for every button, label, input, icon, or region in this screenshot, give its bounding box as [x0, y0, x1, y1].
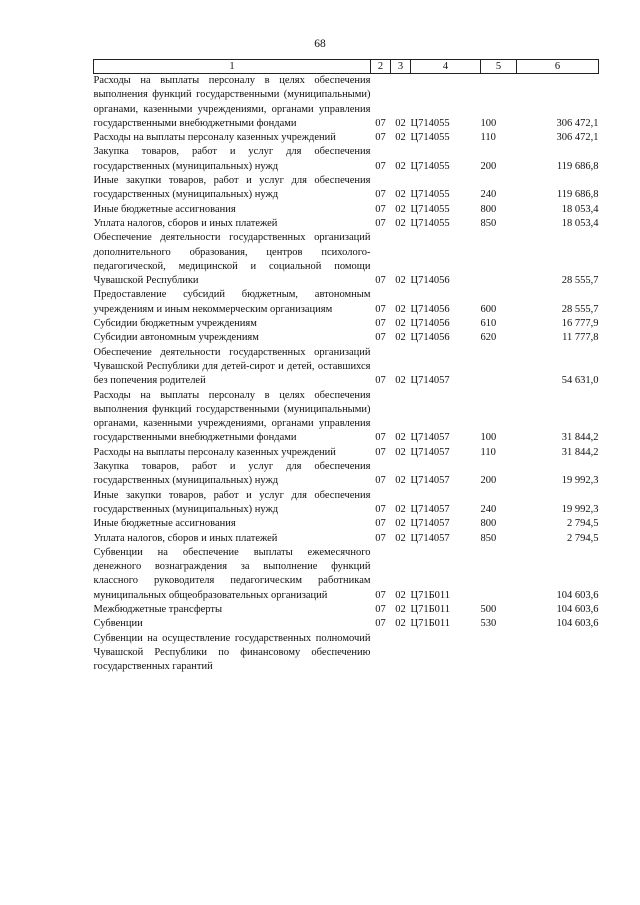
subsection-code-cell: 02: [395, 203, 406, 215]
amount-cell: 31 844,2: [561, 446, 599, 458]
table-row: [94, 460, 599, 489]
description-cell: Расходы на выплаты персоналу казенных учреждений: [93, 446, 336, 458]
subsection-code-cell: 02: [395, 375, 406, 387]
expense-type-cell: 110: [480, 446, 496, 458]
expense-type-cell: [481, 632, 517, 675]
expense-type-cell: [481, 546, 517, 603]
description-cell: Расходы на выплаты персоналу в целях обеспечения выполнения функций государственными (муниципальными) органами, казенными учреждениями, органами управления государственными внебюджетными фондами: [93, 75, 371, 129]
section-code-cell: 07: [375, 475, 386, 487]
header-col-3: 3: [391, 60, 411, 74]
header-col-6: 6: [517, 60, 599, 74]
target-article-cell: Ц714057: [410, 518, 450, 530]
table-row: [94, 131, 599, 145]
expense-type-cell: 800: [480, 203, 497, 215]
subsection-code-cell: 02: [395, 475, 406, 487]
section-code-cell: 07: [375, 217, 386, 229]
section-code-cell: 07: [375, 618, 386, 630]
amount-cell: 54 631,0: [561, 375, 599, 387]
expense-type-cell: 200: [480, 475, 497, 487]
table-row: [94, 231, 599, 288]
amount-cell: 31 844,2: [561, 432, 599, 444]
header-col-5: 5: [481, 60, 517, 74]
target-article-cell: Ц714057: [410, 475, 450, 487]
description-cell: Закупка товаров, работ и услуг для обеспечения государственных (муниципальных) нужд: [93, 146, 371, 172]
target-article-cell: Ц714056: [410, 318, 450, 330]
target-article-cell: Ц714056: [410, 332, 450, 344]
amount-cell: 18 053,4: [561, 217, 599, 229]
target-article-cell: Ц714057: [410, 375, 450, 387]
description-cell: Уплата налогов, сборов и иных платежей: [93, 532, 278, 544]
table-row: [94, 288, 599, 317]
section-code-cell: 07: [375, 446, 386, 458]
description-cell: Расходы на выплаты персоналу казенных учреждений: [93, 132, 336, 144]
subsection-code-cell: 02: [395, 332, 406, 344]
target-article-cell: Ц714055: [410, 203, 450, 215]
target-article-cell: Ц714056: [410, 275, 450, 287]
expense-type-cell: 610: [480, 318, 497, 330]
expense-type-cell: 620: [480, 332, 497, 344]
table-row: [94, 317, 599, 331]
section-code-cell: 07: [375, 603, 386, 615]
section-code-cell: 07: [375, 189, 386, 201]
subsection-code-cell: 02: [395, 518, 406, 530]
expense-type-cell: 600: [480, 303, 497, 315]
header-col-1: 1: [94, 60, 371, 74]
table-row: [94, 517, 599, 531]
description-cell: Закупка товаров, работ и услуг для обеспечения государственных (муниципальных) нужд: [93, 461, 371, 487]
expense-type-cell: 850: [480, 217, 497, 229]
description-cell: Уплата налогов, сборов и иных платежей: [93, 217, 278, 229]
expense-type-cell: 100: [480, 117, 497, 129]
section-code-cell: 07: [375, 503, 386, 515]
target-article-cell: [411, 632, 481, 675]
subsection-code-cell: 02: [395, 303, 406, 315]
target-article-cell: Ц714055: [410, 132, 450, 144]
section-code-cell: 07: [375, 518, 386, 530]
table-row: [94, 546, 599, 603]
amount-cell: 28 555,7: [561, 275, 599, 287]
subsection-code-cell: 02: [395, 132, 406, 144]
subsection-code-cell: 02: [395, 117, 406, 129]
expense-type-cell: 100: [480, 432, 497, 444]
description-cell: Субвенции на осуществление государственных полномочий Чувашской Республики по финансовому обеспечению государственных гарантий: [93, 632, 371, 673]
amount-cell: 11 777,8: [562, 332, 599, 344]
header-col-4: 4: [411, 60, 481, 74]
section-code-cell: 07: [375, 532, 386, 544]
amount-cell: 2 794,5: [567, 532, 599, 544]
target-article-cell: Ц71Б011: [410, 603, 450, 615]
expense-type-cell: [481, 346, 517, 389]
expense-type-cell: 240: [480, 189, 497, 201]
amount-cell: 306 472,1: [556, 132, 599, 144]
expense-type-cell: 500: [480, 603, 497, 615]
subsection-code-cell: 02: [395, 189, 406, 201]
table-row: [94, 145, 599, 174]
section-code-cell: 07: [375, 132, 386, 144]
table-row: [94, 446, 599, 460]
target-article-cell: Ц714057: [410, 532, 450, 544]
subsection-code-cell: 02: [395, 275, 406, 287]
header-col-2: 2: [371, 60, 391, 74]
table-row: [94, 532, 599, 546]
description-cell: Расходы на выплаты персоналу в целях обеспечения выполнения функций государственными (муниципальными) органами, казенными учреждениями, органами управления государственными внебюджетными фондами: [93, 389, 371, 444]
section-code-cell: 07: [375, 589, 386, 601]
amount-cell: [517, 632, 599, 675]
section-code-cell: 07: [375, 303, 386, 315]
table-row: [94, 632, 599, 675]
target-article-cell: Ц71Б011: [410, 589, 450, 601]
expense-type-cell: 800: [480, 518, 497, 530]
table-row: [94, 217, 599, 231]
description-cell: Субсидии автономным учреждениям: [93, 332, 259, 344]
description-cell: Иные закупки товаров, работ и услуг для обеспечения государственных (муниципальных) нужд: [93, 489, 371, 515]
table-row: [94, 174, 599, 203]
table-row: [94, 603, 599, 617]
description-cell: Обеспечение деятельности государственных организаций Чувашской Республики для детей-сирот и детей, оставшихся без попечения родителей: [93, 346, 371, 387]
section-code-cell: 07: [375, 332, 386, 344]
table-row: [94, 617, 599, 631]
subsection-code-cell: 02: [395, 503, 406, 515]
section-code-cell: [371, 632, 391, 675]
amount-cell: 119 686,8: [556, 189, 599, 201]
target-article-cell: Ц714057: [410, 432, 450, 444]
target-article-cell: Ц714055: [410, 117, 450, 129]
amount-cell: 119 686,8: [556, 160, 599, 172]
table-row: [94, 489, 599, 518]
table-row: [94, 203, 599, 217]
table-row: [94, 389, 599, 446]
target-article-cell: Ц714057: [410, 446, 450, 458]
subsection-code-cell: 02: [395, 589, 406, 601]
description-cell: Субсидии бюджетным учреждениям: [93, 318, 257, 330]
target-article-cell: Ц714057: [410, 503, 450, 515]
description-cell: Межбюджетные трансферты: [93, 603, 223, 615]
section-code-cell: 07: [375, 318, 386, 330]
expense-type-cell: [481, 231, 517, 288]
subsection-code-cell: 02: [395, 532, 406, 544]
amount-cell: 104 603,6: [556, 618, 599, 630]
description-cell: Иные бюджетные ассигнования: [93, 203, 236, 215]
section-code-cell: 07: [375, 432, 386, 444]
amount-cell: 2 794,5: [567, 518, 599, 530]
amount-cell: 18 053,4: [561, 203, 599, 215]
description-cell: Обеспечение деятельности государственных организаций дополнительного образования, центров психолого-педагогической, медицинской и социальной помощи Чувашской Республики: [93, 232, 371, 287]
amount-cell: 19 992,3: [561, 503, 599, 515]
description-cell: Иные бюджетные ассигнования: [93, 518, 236, 530]
amount-cell: 306 472,1: [556, 117, 599, 129]
section-code-cell: 07: [375, 160, 386, 172]
subsection-code-cell: 02: [395, 432, 406, 444]
subsection-code-cell: 02: [395, 318, 406, 330]
target-article-cell: Ц714055: [410, 160, 450, 172]
expense-type-cell: 850: [480, 532, 497, 544]
target-article-cell: Ц71Б011: [410, 618, 450, 630]
expense-type-cell: 200: [480, 160, 497, 172]
description-cell: Субвенции: [93, 618, 143, 630]
budget-table: [93, 59, 599, 674]
section-code-cell: 07: [375, 117, 386, 129]
table-header-row: [94, 60, 599, 74]
subsection-code-cell: 02: [395, 603, 406, 615]
target-article-cell: Ц714056: [410, 303, 450, 315]
subsection-code-cell: 02: [395, 217, 406, 229]
expense-type-cell: 240: [480, 503, 497, 515]
subsection-code-cell: [391, 632, 411, 675]
table-row: [94, 331, 599, 345]
amount-cell: 28 555,7: [561, 303, 599, 315]
page-number: 68: [314, 38, 326, 50]
expense-type-cell: 530: [480, 618, 497, 630]
description-cell: Предоставление субсидий бюджетным, автономным учреждениям и иным некоммерческим организациям: [93, 289, 371, 315]
expense-type-cell: 110: [480, 132, 496, 144]
description-cell: Иные закупки товаров, работ и услуг для обеспечения государственных (муниципальных) нужд: [93, 175, 371, 201]
amount-cell: 104 603,6: [556, 603, 599, 615]
section-code-cell: 07: [375, 275, 386, 287]
amount-cell: 16 777,9: [561, 318, 599, 330]
table-row: [94, 346, 599, 389]
target-article-cell: Ц714055: [410, 189, 450, 201]
subsection-code-cell: 02: [395, 446, 406, 458]
description-cell: Субвенции на обеспечение выплаты ежемесячного денежного вознаграждения за выполнение функций классного руководителя педагогическим работникам муниципальных общеобразовательных организаций: [93, 546, 371, 601]
amount-cell: 104 603,6: [556, 589, 599, 601]
table-body: [94, 74, 599, 675]
amount-cell: 19 992,3: [561, 475, 599, 487]
target-article-cell: Ц714055: [410, 217, 450, 229]
table-row: [94, 74, 599, 132]
subsection-code-cell: 02: [395, 618, 406, 630]
section-code-cell: 07: [375, 203, 386, 215]
subsection-code-cell: 02: [395, 160, 406, 172]
section-code-cell: 07: [375, 375, 386, 387]
